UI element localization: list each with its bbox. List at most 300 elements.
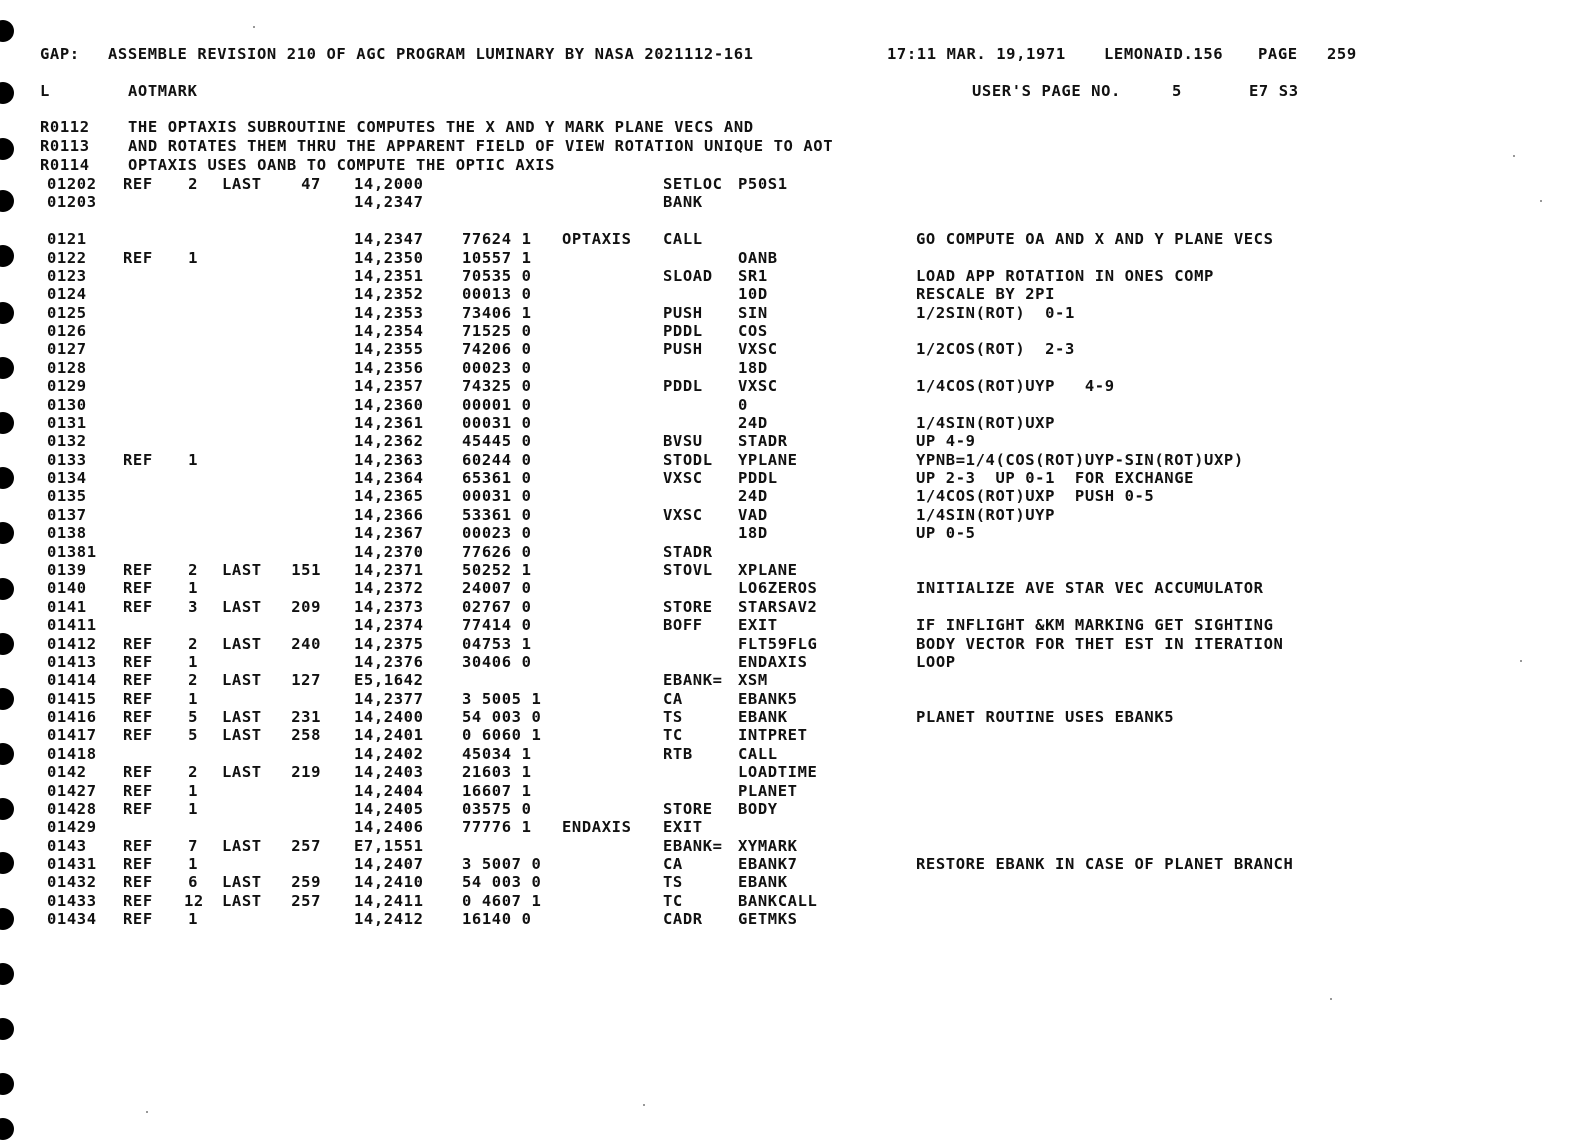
- comment: GO COMPUTE OA AND X AND Y PLANE VECS: [916, 230, 1274, 248]
- ref-keyword: REF: [123, 249, 153, 267]
- ref-keyword: REF: [123, 726, 153, 744]
- punch-hole: [0, 578, 14, 600]
- print-speck: [643, 1104, 645, 1106]
- address: 14,2402: [354, 745, 424, 763]
- punch-hole: [0, 412, 14, 434]
- opcode: PDDL: [663, 377, 703, 395]
- octal-word: 00023 0: [462, 359, 532, 377]
- line-number: 0143: [47, 837, 87, 855]
- octal-word: 54 003 0: [462, 873, 542, 891]
- operand: ENDAXIS: [738, 653, 808, 671]
- address: 14,2350: [354, 249, 424, 267]
- print-speck: [1330, 998, 1332, 1000]
- comment: 1/4SIN(ROT)UYP: [916, 506, 1056, 524]
- line-number: 0138: [47, 524, 87, 542]
- octal-word: 45445 0: [462, 432, 532, 450]
- punch-hole: [0, 1073, 14, 1095]
- opcode: CADR: [663, 910, 703, 928]
- octal-word: 45034 1: [462, 745, 532, 763]
- header-line-1: [0, 44, 1357, 64]
- line-number: 01202: [47, 175, 97, 193]
- ref-count: 1: [188, 782, 198, 800]
- remark-id: R0114: [40, 156, 90, 174]
- address: 14,2361: [354, 414, 424, 432]
- octal-word: 00001 0: [462, 396, 532, 414]
- print-speck: [1520, 660, 1522, 662]
- octal-word: 77626 0: [462, 543, 532, 561]
- comment: LOAD APP ROTATION IN ONES COMP: [916, 267, 1214, 285]
- opcode: EBANK=: [663, 671, 723, 689]
- address: 14,2401: [354, 726, 424, 744]
- listing-flag: L: [40, 82, 50, 100]
- punch-hole: [0, 467, 14, 489]
- opcode: CALL: [663, 230, 703, 248]
- last-keyword: LAST: [222, 873, 262, 891]
- address: E7,1551: [354, 837, 424, 855]
- line-number: 0125: [47, 304, 87, 322]
- last-keyword: LAST: [222, 708, 262, 726]
- octal-word: 53361 0: [462, 506, 532, 524]
- opcode: PDDL: [663, 322, 703, 340]
- operand: GETMKS: [738, 910, 798, 928]
- opcode: RTB: [663, 745, 693, 763]
- ref-keyword: REF: [123, 910, 153, 928]
- punch-hole: [0, 302, 14, 324]
- comment: INITIALIZE AVE STAR VEC ACCUMULATOR: [916, 579, 1264, 597]
- line-number: 0141: [47, 598, 87, 616]
- ref-count: 1: [188, 249, 198, 267]
- address: 14,2406: [354, 818, 424, 836]
- ref-keyword: REF: [123, 800, 153, 818]
- line-number: 0128: [47, 359, 87, 377]
- opcode: BOFF: [663, 616, 703, 634]
- opcode: TC: [663, 892, 683, 910]
- opcode: TC: [663, 726, 683, 744]
- octal-word: 74325 0: [462, 377, 532, 395]
- comment: UP 2-3 UP 0-1 FOR EXCHANGE: [916, 469, 1195, 487]
- ref-keyword: REF: [123, 579, 153, 597]
- punch-hole: [0, 245, 14, 267]
- line-number: 0127: [47, 340, 87, 358]
- address: 14,2363: [354, 451, 424, 469]
- remark-text: THE OPTAXIS SUBROUTINE COMPUTES THE X AND Y MARK PLANE VECS AND: [128, 118, 754, 136]
- opcode: PUSH: [663, 304, 703, 322]
- octal-word: 50252 1: [462, 561, 532, 579]
- address: 14,2347: [354, 193, 424, 211]
- operand: VAD: [738, 506, 768, 524]
- line-number: 0137: [47, 506, 87, 524]
- line-number: 0130: [47, 396, 87, 414]
- punch-hole: [0, 798, 14, 820]
- header-line-2: [0, 81, 1299, 101]
- address: 14,2407: [354, 855, 424, 873]
- line-number: 01411: [47, 616, 97, 634]
- address: 14,2366: [354, 506, 424, 524]
- last-page: 219: [291, 763, 321, 781]
- ref-count: 7: [188, 837, 198, 855]
- octal-word: 00013 0: [462, 285, 532, 303]
- line-number: 01428: [47, 800, 97, 818]
- ref-count: 2: [188, 635, 198, 653]
- operand: EBANK: [738, 873, 788, 891]
- ref-keyword: REF: [123, 175, 153, 193]
- last-keyword: LAST: [222, 598, 262, 616]
- octal-word: 70535 0: [462, 267, 532, 285]
- ref-keyword: REF: [123, 837, 153, 855]
- ref-count: 2: [188, 175, 198, 193]
- opcode: SLOAD: [663, 267, 713, 285]
- comment: UP 4-9: [916, 432, 976, 450]
- line-number: 01433: [47, 892, 97, 910]
- comment: RESCALE BY 2PI: [916, 285, 1056, 303]
- last-keyword: LAST: [222, 561, 262, 579]
- ref-keyword: REF: [123, 635, 153, 653]
- line-number: 0133: [47, 451, 87, 469]
- address: 14,2357: [354, 377, 424, 395]
- last-page: 151: [291, 561, 321, 579]
- ref-count: 2: [188, 671, 198, 689]
- octal-word: 54 003 0: [462, 708, 542, 726]
- print-speck: [146, 1111, 148, 1113]
- operand: EBANK5: [738, 690, 798, 708]
- operand: YPLANE: [738, 451, 798, 469]
- line-number: 0139: [47, 561, 87, 579]
- address: 14,2412: [354, 910, 424, 928]
- operand: LOADTIME: [738, 763, 818, 781]
- line-number: 01434: [47, 910, 97, 928]
- operand: 0: [738, 396, 748, 414]
- address: 14,2376: [354, 653, 424, 671]
- punch-hole: [0, 688, 14, 710]
- opcode: EXIT: [663, 818, 703, 836]
- assembly-datetime: 17:11 MAR. 19,1971: [887, 45, 1066, 63]
- symbol-label: ENDAXIS: [562, 818, 632, 836]
- line-number: 0132: [47, 432, 87, 450]
- line-number: 0122: [47, 249, 87, 267]
- address: 14,2404: [354, 782, 424, 800]
- line-number: 0134: [47, 469, 87, 487]
- remark-text: AND ROTATES THEM THRU THE APPARENT FIELD OF VIEW ROTATION UNIQUE TO AOT: [128, 137, 834, 155]
- last-keyword: LAST: [222, 837, 262, 855]
- ref-count: 12: [184, 892, 204, 910]
- operand: EBANK: [738, 708, 788, 726]
- ref-count: 2: [188, 561, 198, 579]
- octal-word: 60244 0: [462, 451, 532, 469]
- page-label: PAGE: [1258, 45, 1298, 63]
- octal-word: 30406 0: [462, 653, 532, 671]
- address: 14,2365: [354, 487, 424, 505]
- address: 14,2360: [354, 396, 424, 414]
- operand: VXSC: [738, 340, 778, 358]
- line-number: 0129: [47, 377, 87, 395]
- line-number: 01412: [47, 635, 97, 653]
- address: 14,2000: [354, 175, 424, 193]
- address: 14,2356: [354, 359, 424, 377]
- operand: P50S1: [738, 175, 788, 193]
- operand: PDDL: [738, 469, 778, 487]
- ref-keyword: REF: [123, 598, 153, 616]
- line-number: 01203: [47, 193, 97, 211]
- operand: 10D: [738, 285, 768, 303]
- octal-word: 77414 0: [462, 616, 532, 634]
- last-keyword: LAST: [222, 892, 262, 910]
- last-keyword: LAST: [222, 635, 262, 653]
- opcode: EBANK=: [663, 837, 723, 855]
- line-number: 0123: [47, 267, 87, 285]
- octal-word: 74206 0: [462, 340, 532, 358]
- operand: STARSAV2: [738, 598, 818, 616]
- octal-word: 24007 0: [462, 579, 532, 597]
- remark-id: R0112: [40, 118, 90, 136]
- address: 14,2351: [354, 267, 424, 285]
- line-number: 01417: [47, 726, 97, 744]
- opcode: CA: [663, 690, 683, 708]
- print-speck: [1513, 155, 1515, 157]
- tape-name: LEMONAID.156: [1104, 45, 1224, 63]
- octal-word: 21603 1: [462, 763, 532, 781]
- ref-count: 5: [188, 708, 198, 726]
- address: 14,2375: [354, 635, 424, 653]
- header-prefix: GAP:: [40, 45, 80, 63]
- octal-word: 16140 0: [462, 910, 532, 928]
- address: 14,2400: [354, 708, 424, 726]
- line-number: 0142: [47, 763, 87, 781]
- operand: 24D: [738, 414, 768, 432]
- ref-keyword: REF: [123, 561, 153, 579]
- comment: PLANET ROUTINE USES EBANK5: [916, 708, 1175, 726]
- comment: IF INFLIGHT &KM MARKING GET SIGHTING: [916, 616, 1274, 634]
- log-section-name: AOTMARK: [128, 82, 198, 100]
- comment: YPNB=1/4(COS(ROT)UYP-SIN(ROT)UXP): [916, 451, 1244, 469]
- ref-keyword: REF: [123, 782, 153, 800]
- remark-text: OPTAXIS USES OANB TO COMPUTE THE OPTIC AXIS: [128, 156, 556, 174]
- punch-hole: [0, 1018, 14, 1040]
- line-number: 01427: [47, 782, 97, 800]
- octal-word: 65361 0: [462, 469, 532, 487]
- last-keyword: LAST: [222, 763, 262, 781]
- ref-keyword: REF: [123, 708, 153, 726]
- ref-keyword: REF: [123, 671, 153, 689]
- last-page: 231: [291, 708, 321, 726]
- octal-word: 71525 0: [462, 322, 532, 340]
- ref-keyword: REF: [123, 763, 153, 781]
- opcode: STORE: [663, 598, 713, 616]
- last-page: 209: [291, 598, 321, 616]
- operand: CALL: [738, 745, 778, 763]
- last-page: 127: [291, 671, 321, 689]
- last-keyword: LAST: [222, 726, 262, 744]
- last-page: 258: [291, 726, 321, 744]
- octal-word: 04753 1: [462, 635, 532, 653]
- address: 14,2403: [354, 763, 424, 781]
- opcode: CA: [663, 855, 683, 873]
- octal-word: 0 4607 1: [462, 892, 542, 910]
- opcode: BANK: [663, 193, 703, 211]
- page-number: 259: [1327, 45, 1357, 63]
- operand: OANB: [738, 249, 778, 267]
- comment: 1/4COS(ROT)UXP PUSH 0-5: [916, 487, 1155, 505]
- address: 14,2367: [354, 524, 424, 542]
- opcode: STOVL: [663, 561, 713, 579]
- operand: BANKCALL: [738, 892, 818, 910]
- last-page: 259: [291, 873, 321, 891]
- punch-hole: [0, 743, 14, 765]
- address: E5,1642: [354, 671, 424, 689]
- address: 14,2410: [354, 873, 424, 891]
- print-speck: [1540, 200, 1542, 202]
- address: 14,2374: [354, 616, 424, 634]
- last-keyword: LAST: [222, 175, 262, 193]
- address: 14,2347: [354, 230, 424, 248]
- punch-hole: [0, 852, 14, 874]
- address: 14,2411: [354, 892, 424, 910]
- address: 14,2362: [354, 432, 424, 450]
- line-number: 01416: [47, 708, 97, 726]
- punch-hole: [0, 522, 14, 544]
- line-number: 0124: [47, 285, 87, 303]
- opcode: TS: [663, 873, 683, 891]
- punch-hole: [0, 908, 14, 930]
- address: 14,2352: [354, 285, 424, 303]
- comment: RESTORE EBANK IN CASE OF PLANET BRANCH: [916, 855, 1294, 873]
- line-number: 01413: [47, 653, 97, 671]
- line-number: 01429: [47, 818, 97, 836]
- ref-keyword: REF: [123, 690, 153, 708]
- last-page: 240: [291, 635, 321, 653]
- line-number: 01418: [47, 745, 97, 763]
- address: 14,2364: [354, 469, 424, 487]
- address: 14,2372: [354, 579, 424, 597]
- operand: BODY: [738, 800, 778, 818]
- operand: XSM: [738, 671, 768, 689]
- address: 14,2355: [354, 340, 424, 358]
- octal-word: 3 5005 1: [462, 690, 542, 708]
- comment: 1/4COS(ROT)UYP 4-9: [916, 377, 1115, 395]
- ref-count: 1: [188, 910, 198, 928]
- octal-word: 00031 0: [462, 414, 532, 432]
- ref-count: 3: [188, 598, 198, 616]
- operand: LO6ZEROS: [738, 579, 818, 597]
- ref-count: 1: [188, 451, 198, 469]
- opcode: VXSC: [663, 469, 703, 487]
- comment: 1/2SIN(ROT) 0-1: [916, 304, 1075, 322]
- operand: COS: [738, 322, 768, 340]
- line-number: 01432: [47, 873, 97, 891]
- last-keyword: LAST: [222, 671, 262, 689]
- ref-keyword: REF: [123, 653, 153, 671]
- punch-hole: [0, 357, 14, 379]
- address: 14,2353: [354, 304, 424, 322]
- last-page: 257: [291, 892, 321, 910]
- opcode: VXSC: [663, 506, 703, 524]
- line-number: 01431: [47, 855, 97, 873]
- ref-count: 2: [188, 763, 198, 781]
- ref-count: 1: [188, 653, 198, 671]
- operand: EBANK7: [738, 855, 798, 873]
- line-number: 0131: [47, 414, 87, 432]
- ref-count: 1: [188, 690, 198, 708]
- address: 14,2405: [354, 800, 424, 818]
- operand: PLANET: [738, 782, 798, 800]
- punch-hole: [0, 963, 14, 985]
- octal-word: 03575 0: [462, 800, 532, 818]
- comment: 1/4SIN(ROT)UXP: [916, 414, 1056, 432]
- line-number: 01415: [47, 690, 97, 708]
- last-page: 257: [291, 837, 321, 855]
- ref-count: 1: [188, 855, 198, 873]
- user-page-number: 5: [1172, 82, 1182, 100]
- octal-word: 16607 1: [462, 782, 532, 800]
- octal-word: 02767 0: [462, 598, 532, 616]
- operand: SR1: [738, 267, 768, 285]
- remark-id: R0113: [40, 137, 90, 155]
- comment: LOOP: [916, 653, 956, 671]
- comment: UP 0-5: [916, 524, 976, 542]
- opcode: PUSH: [663, 340, 703, 358]
- punch-hole: [0, 1118, 14, 1140]
- punch-hole: [0, 20, 14, 42]
- ref-keyword: REF: [123, 873, 153, 891]
- opcode: TS: [663, 708, 683, 726]
- opcode: STORE: [663, 800, 713, 818]
- header-code: E7 S3: [1249, 82, 1299, 100]
- operand: STADR: [738, 432, 788, 450]
- address: 14,2377: [354, 690, 424, 708]
- octal-word: 77776 1: [462, 818, 532, 836]
- symbol-label: OPTAXIS: [562, 230, 632, 248]
- line-number: 0126: [47, 322, 87, 340]
- opcode: STODL: [663, 451, 713, 469]
- octal-word: 00023 0: [462, 524, 532, 542]
- comment: 1/2COS(ROT) 2-3: [916, 340, 1075, 358]
- assembly-title: ASSEMBLE REVISION 210 OF AGC PROGRAM LUMINARY BY NASA 2021112-161: [108, 45, 754, 63]
- operand: XPLANE: [738, 561, 798, 579]
- octal-word: 3 5007 0: [462, 855, 542, 873]
- address: 14,2370: [354, 543, 424, 561]
- operand: SIN: [738, 304, 768, 322]
- line-number: 0121: [47, 230, 87, 248]
- ref-count: 5: [188, 726, 198, 744]
- opcode: BVSU: [663, 432, 703, 450]
- address: 14,2354: [354, 322, 424, 340]
- line-number: 01381: [47, 543, 97, 561]
- octal-word: 10557 1: [462, 249, 532, 267]
- address: 14,2373: [354, 598, 424, 616]
- ref-count: 6: [188, 873, 198, 891]
- line-number: 0140: [47, 579, 87, 597]
- comment: BODY VECTOR FOR THET EST IN ITERATION: [916, 635, 1284, 653]
- operand: XYMARK: [738, 837, 798, 855]
- operand: FLT59FLG: [738, 635, 818, 653]
- ref-keyword: REF: [123, 451, 153, 469]
- operand: 24D: [738, 487, 768, 505]
- print-speck: [253, 26, 255, 28]
- punch-hole: [0, 633, 14, 655]
- octal-word: 00031 0: [462, 487, 532, 505]
- last-page: 47: [301, 175, 321, 193]
- operand: 18D: [738, 359, 768, 377]
- opcode: STADR: [663, 543, 713, 561]
- operand: VXSC: [738, 377, 778, 395]
- address: 14,2371: [354, 561, 424, 579]
- octal-word: 0 6060 1: [462, 726, 542, 744]
- user-page-label: USER'S PAGE NO.: [972, 82, 1121, 100]
- octal-word: 77624 1: [462, 230, 532, 248]
- opcode: SETLOC: [663, 175, 723, 193]
- operand: 18D: [738, 524, 768, 542]
- line-number: 0135: [47, 487, 87, 505]
- ref-count: 1: [188, 579, 198, 597]
